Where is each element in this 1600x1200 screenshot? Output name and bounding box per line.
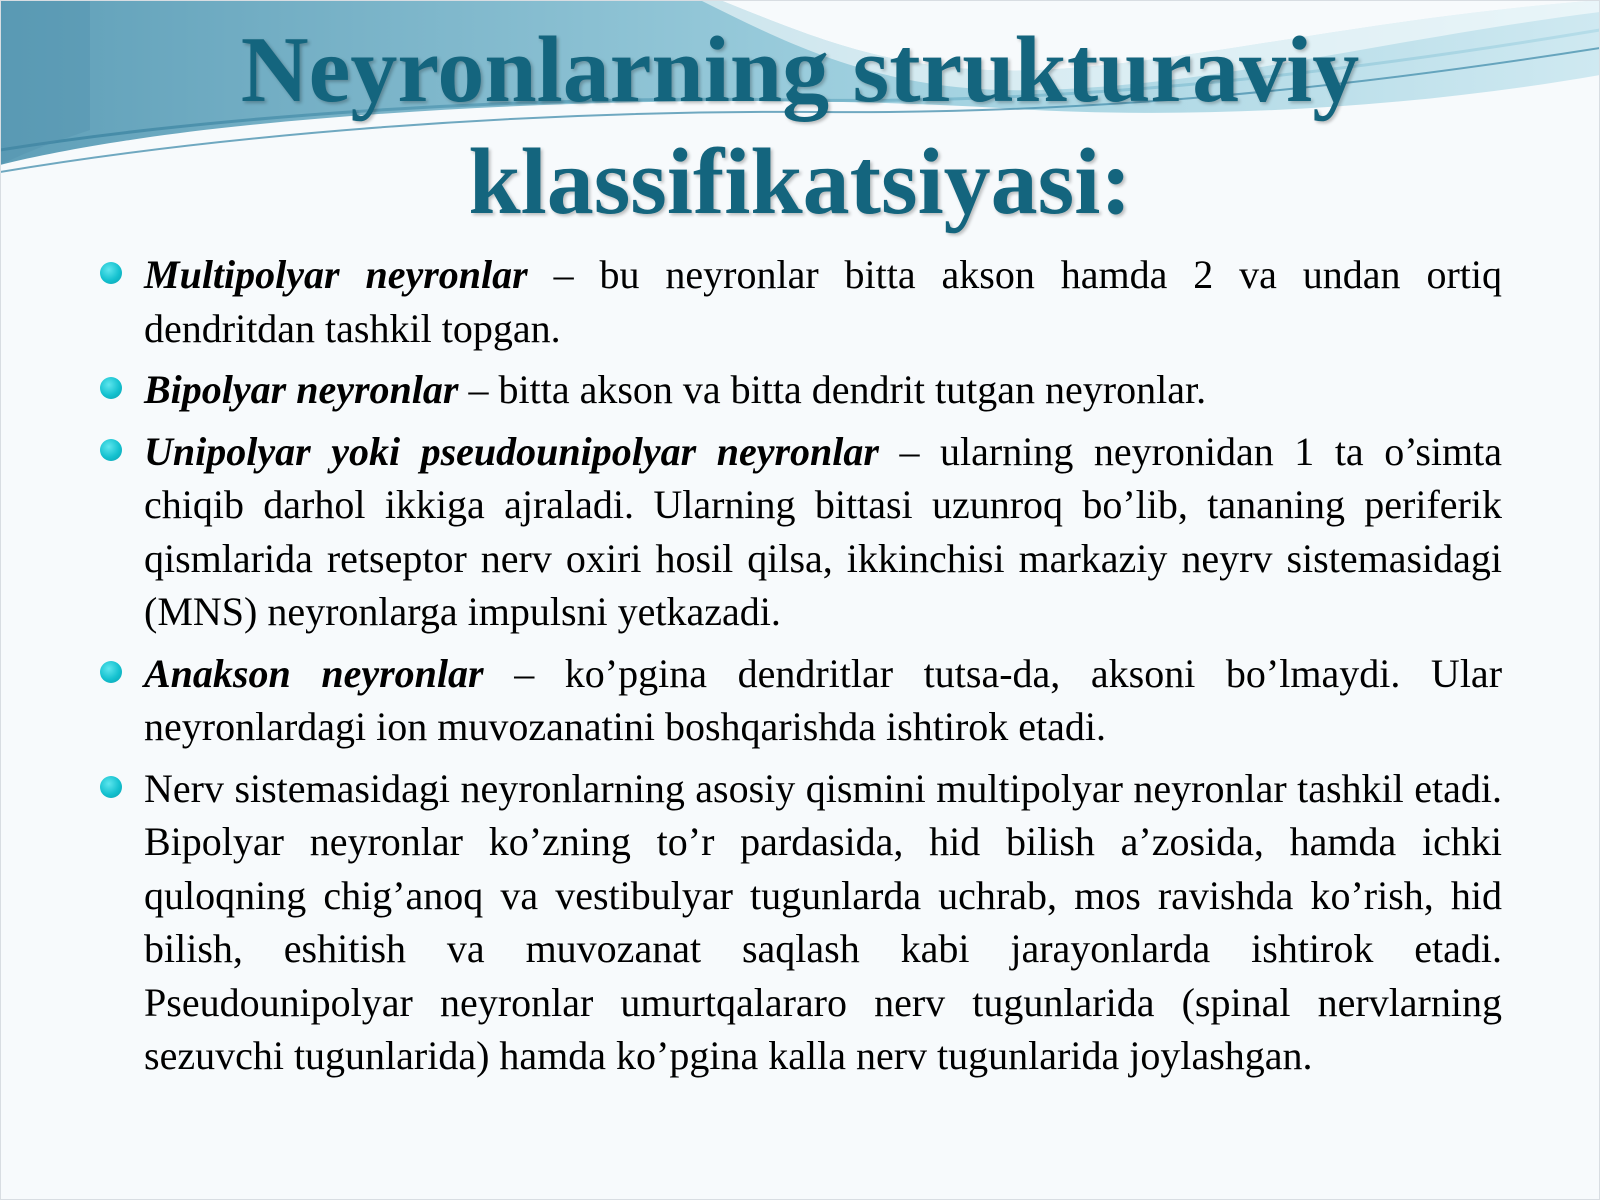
list-item bbox=[100, 425, 1502, 639]
bullet-icon bbox=[100, 377, 122, 399]
list-item bbox=[100, 762, 1502, 1083]
item-text: Nerv sistemasidagi neyronlarning asosiy qismini multipolyar neyronlar tashkil etadi. Bipolyar neyronlar ko’zning to’r pardasida, hid bilish a’zosida, hamda ichki quloqning chig’anoq va vestibulyar tugunlarda uchrab, mos ravishda ko’rish, hid bilish, eshitish va muvozanat saqlash kabi jarayonlarda ishtirok etadi. Pseudounipolyar neyronlar umurtqalararo nerv tugunlarida (spinal nervlarning sezuvchi tugunlarida) hamda ko’pgina kalla nerv tugunlarida joylashgan. bbox=[144, 765, 1502, 1078]
term-label: Multipolyar neyronlar bbox=[144, 252, 528, 297]
bullet-list bbox=[100, 248, 1502, 1091]
term-label: Anakson neyronlar bbox=[144, 650, 484, 696]
title-line-2: klassifikatsiyasi: bbox=[468, 130, 1132, 234]
bullet-icon bbox=[100, 439, 122, 461]
list-item bbox=[100, 248, 1502, 355]
bullet-icon bbox=[100, 262, 122, 284]
list-item bbox=[100, 363, 1502, 417]
list-item bbox=[100, 647, 1502, 754]
title-line-1: Neyronlarning strukturaviy bbox=[240, 18, 1360, 122]
item-text: – bitta akson va bitta dendrit tutgan neyronlar. bbox=[458, 367, 1207, 412]
bullet-icon bbox=[100, 776, 122, 798]
slide-title bbox=[0, 14, 1600, 238]
bullet-icon bbox=[100, 661, 122, 683]
item-text: – bu neyronlar bitta akson hamda 2 va undan ortiq dendritdan tashkil topgan. bbox=[144, 252, 1502, 351]
item-text: – ularning neyronidan 1 ta o’simta chiqib darhol ikkiga ajraladi. Ularning bittasi uzunroq bo’lib, tananing periferik qismlarida retseptor nerv oxiri hosil qilsa, ikkinchisi markaziy neyrv sistemasidagi (MNS) neyronlarga impulsni yetkazadi. bbox=[144, 428, 1502, 634]
term-label: Unipolyar yoki pseudounipolyar neyronlar bbox=[144, 428, 879, 474]
term-label: Bipolyar neyronlar bbox=[144, 367, 459, 412]
item-text: – ko’pgina dendritlar tutsa-da, aksoni bo’lmaydi. Ular neyronlardagi ion muvozanatini boshqarishda ishtirok etadi. bbox=[144, 650, 1503, 749]
